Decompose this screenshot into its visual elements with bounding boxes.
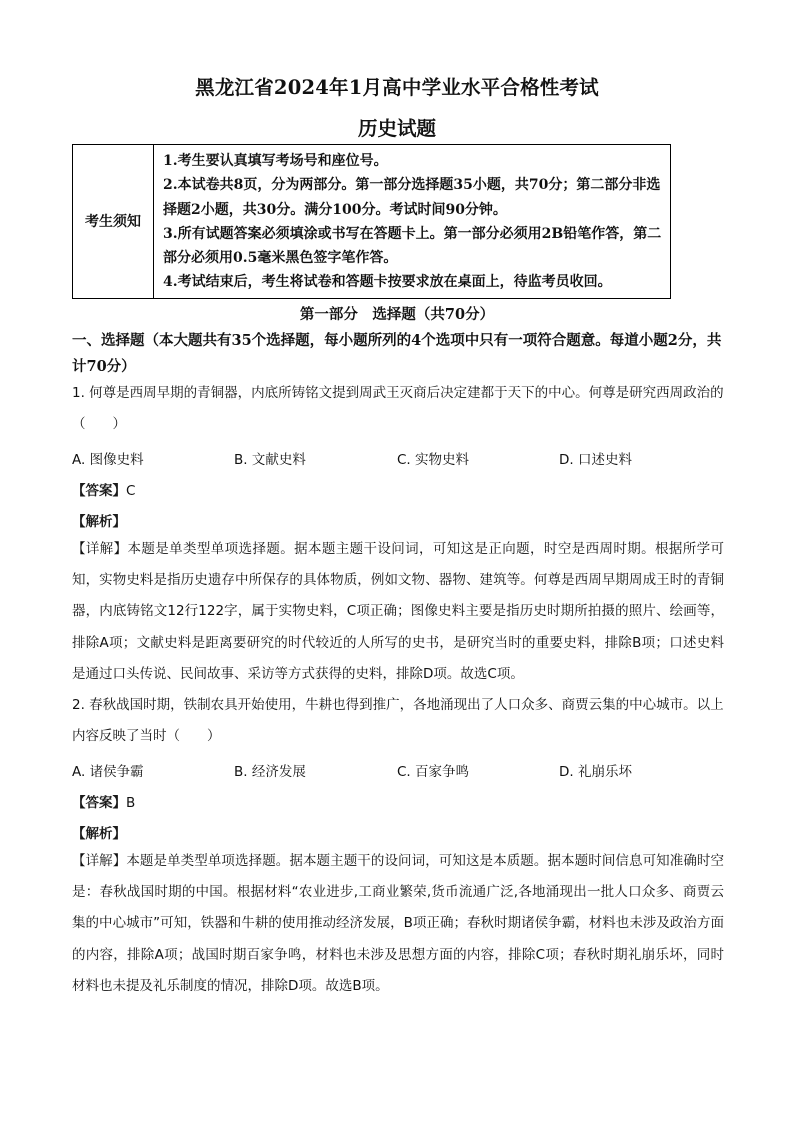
option-c: C. 实物史料 <box>397 452 470 468</box>
answer-label: 【答案】 <box>72 795 126 811</box>
explanation-text: 【详解】本题是单类型单项选择题。据本题主题干设问词，可知这是正向题，时空是西周时期。根据所学可知，实物史料是指历史遗存中所保存的具体物质，例如文物、器物、建筑等。何尊是西周早期周成王时的青铜器，内底铸铭文12行122字，属于实物史料，C项正确；图像史料主要是指历史时期所拍摄的照片、绘画等，排除A项；文献史料是距离要研究的时代较近的人所写的史书，是研究当时的重要史料，排除B项；口述史料是通过口头传说、民间故事、采访等方式获得的史料，排除D项。故选C项。 <box>72 541 724 682</box>
exam-title: 黑龙江省2024年1月高中学业水平合格性考试 <box>195 76 599 99</box>
candidate-notice-table <box>72 144 671 299</box>
notice-item: 3.所有试题答案必须填涂或书写在答题卡上。第一部分必须用2B铅笔作答，第二部分必须用0.5毫米黑色签字笔作答。 <box>163 225 662 267</box>
notice-item: 2.本试卷共8页，分为两部分。第一部分选择题35小题，共70分；第二部分非选择题2小题，共30分。满分100分。考试时间90分钟。 <box>163 177 661 218</box>
notice-body <box>154 145 671 299</box>
question-stem: 1. 何尊是西周早期的青铜器，内底所铸铭文提到周武王灭商后决定建都于天下的中心。何尊是研究西周政治的（ ） <box>72 385 724 432</box>
answer-label: 【答案】 <box>72 483 126 499</box>
option-b: B. 经济发展 <box>234 764 306 780</box>
section-instruction: 一、选择题（本大题共有35个选择题，每小题所列的4个选项中只有一项符合题意。每道小题2分，共计70分） <box>72 332 722 375</box>
option-a: A. 诸侯争霸 <box>72 764 144 780</box>
question-options <box>72 760 724 786</box>
option-c: C. 百家争鸣 <box>397 764 470 780</box>
notice-label: 考生须知 <box>73 145 154 299</box>
answer-value: B <box>126 795 136 811</box>
answer-value: C <box>126 483 136 499</box>
notice-item: 1.考生要认真填写考场号和座位号。 <box>163 153 388 169</box>
option-d: D. 口述史料 <box>559 452 632 468</box>
option-b: B. 文献史料 <box>234 452 306 468</box>
option-d: D. 礼崩乐坏 <box>559 764 632 780</box>
exam-subtitle: 历史试题 <box>357 117 436 140</box>
question-options <box>72 448 724 474</box>
section-heading: 第一部分 选择题（共70分） <box>299 306 495 323</box>
explanation-text: 【详解】本题是单类型单项选择题。据本题主题干的设问词，可知这是本质题。据本题时间信息可知准确时空是：春秋战国时期的中国。根据材料“农业进步,工商业繁荣,货币流通广泛,各地涌现出一批人口众多、商贾云集的中心城市”可知，铁器和牛耕的使用推动经济发展，B项正确；春秋时期诸侯争霸，材料也未涉及政治方面的内容，排除A项；战国时期百家争鸣，材料也未涉及思想方面的内容，排除C项；春秋时期礼崩乐坏，同时材料也未提及礼乐制度的情况，排除D项。故选B项。 <box>72 853 724 994</box>
analysis-label: 【解析】 <box>72 826 126 842</box>
analysis-line <box>72 510 126 530</box>
answer-line <box>72 479 135 499</box>
analysis-line <box>72 822 126 842</box>
analysis-label: 【解析】 <box>72 514 126 530</box>
option-a: A. 图像史料 <box>72 452 144 468</box>
notice-item: 4.考试结束后，考生将试卷和答题卡按要求放在桌面上，待监考员收回。 <box>163 274 612 291</box>
answer-line <box>72 791 135 811</box>
question-stem: 2. 春秋战国时期，铁制农具开始使用，牛耕也得到推广，各地涌现出了人口众多、商贾云集的中心城市。以上内容反映了当时（ ） <box>72 697 724 744</box>
